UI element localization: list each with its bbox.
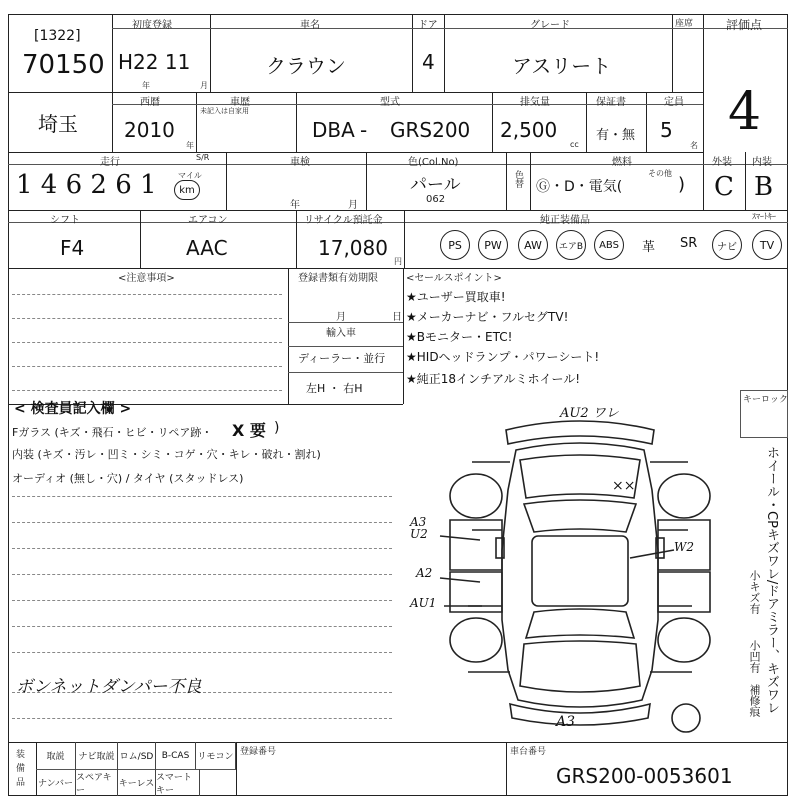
color-value: パール [410,175,461,195]
ac-label: エアコン [188,215,228,226]
doors-label: ドア [418,20,438,31]
inspector-line-3: オーディオ (無し・穴) / タイヤ (スタッドレス) [12,472,244,485]
footer-keyless: キーレス [118,769,156,796]
equip-tv: TV [752,230,782,260]
grade-value: アスリート [512,54,612,78]
sales-point-1: ★ユーザー買取車! [406,290,506,304]
mark-w2: W2 [674,540,694,554]
history-label: 車歴 [230,97,250,108]
doc-deadline-label: 登録書類有効期限 [298,273,378,284]
mark-a3-u2: A3 U2 [410,515,428,541]
mark-xx: ×× [612,478,636,494]
dealer-label: ディーラー・並行 [298,352,386,365]
car-diagram [420,400,740,740]
steering-label: 座席 [675,19,694,29]
mileage-value: 1 4 6 2 6 1 [16,170,157,200]
equip-airbag: エアB [556,230,586,260]
import-label: 輸入車 [326,328,356,339]
mark-au1: AU1 [410,596,437,610]
footer-manual: 取説 [36,742,76,769]
inspector-line-2: 内装 (キズ・汚レ・凹ミ・シミ・コゲ・穴・キレ・破れ・割れ) [12,448,321,461]
doc-day: 日 [392,312,402,323]
footer-rom-sd: ロム/SD [118,742,156,769]
footer-navi-manual: ナビ取説 [76,742,118,769]
side-note-4: 補修痕 [748,684,761,717]
sales-point-5: ★純正18インチアルミホイール! [406,372,581,386]
capacity-unit: 名 [690,141,698,150]
keylock-label: キーロック [743,395,788,405]
ac-value: AAC [186,236,228,260]
recycle-unit: 円 [394,257,402,266]
sales-label: <セールスポイント> [406,273,502,284]
type-model: GRS200 [390,118,471,142]
inspector-line-1-mark: X 要 [232,421,266,440]
equip-aw: AW [518,230,548,260]
color-label: 色(Col.No) [408,157,459,168]
grade-label: グレード [530,20,570,31]
inspector-title: < 検査員記入欄 > [14,401,132,417]
sales-point-3: ★Bモニター・ETC! [406,330,513,344]
inspection-label: 車検 [290,157,310,168]
warranty-value: 有・無 [596,128,636,143]
mile-label: マイル [178,171,202,180]
equip-pw: PW [478,230,508,260]
displacement-unit: cc [570,140,579,149]
inspector-line-1-close: ) [274,420,280,436]
type-prefix: DBA [312,118,355,142]
inspection-year: 年 [290,200,300,211]
mark-a2: A2 [416,566,433,580]
mark-au2-wa: AU2 ワレ [560,406,619,421]
capacity-value: 5 [660,118,673,142]
first-reg-value: H22 11 [118,50,191,74]
score-value: 4 [728,82,762,142]
sales-point-4: ★HIDヘッドランプ・パワーシート! [406,350,600,364]
footer-side-label: 装 備 品 [16,750,26,788]
caution-label: <注意事項> [118,273,175,284]
side-note-3: 小凹有 [748,640,761,673]
reg-number-label: 登録番号 [240,747,277,757]
model-year-value: 2010 [124,118,175,142]
location-value: 埼玉 [38,112,78,136]
equip-navi: ナビ [712,230,742,260]
exterior-label: 外装 [712,157,732,168]
inspector-line-1: Fガラス (キズ・飛石・ヒビ・リペア跡・ [12,426,213,439]
exterior-value: C [714,172,734,202]
fuel-close: ) [678,174,686,195]
footer-spare-key: スペアキー [76,769,118,796]
interior-value: B [754,172,774,202]
displacement-value: 2,500 [500,118,558,142]
model-year-label: 西暦 [140,97,160,108]
equip-leather: 革 [642,240,656,255]
footer-remote: リモコン [196,742,236,769]
mileage-label: 走行 [100,157,120,168]
equipment-label: 純正装備品 [540,215,590,226]
score-label: 評価点 [726,18,763,32]
equip-ps: PS [440,230,470,260]
shift-value: F4 [60,236,85,260]
capacity-label: 定員 [664,97,684,108]
handwritten-note: ボンネットダンパー不良 [16,677,202,697]
mark-a3-rear: A3 [556,714,576,730]
km-circle: km [174,180,200,200]
shift-label: シフト [50,215,80,226]
color-no: 062 [426,194,446,205]
fuel-other-label: その他 [648,169,672,178]
equip-sr: SR [680,236,698,251]
interior-label: 内装 [752,157,772,168]
first-reg-year-label: 年 [142,81,150,90]
displacement-label: 排気量 [520,97,550,108]
footer-bcas: B-CAS [156,742,196,769]
model-year-unit: 年 [186,141,194,150]
recycle-label: リサイクル預託金 [304,215,383,226]
chassis-label: 車台番号 [510,747,547,757]
chassis-number: GRS200-0053601 [556,764,733,788]
car-name-label: 車名 [300,20,320,31]
inspection-month: 月 [348,200,358,211]
side-note-2: 小キズ有 [748,570,761,614]
first-reg-label: 初度登録 [132,20,172,31]
doors-value: 4 [422,50,435,74]
fuel-value: Ⓖ・D・電気( [536,179,623,195]
handle-label: 左H ・ 右H [306,382,363,395]
type-dash: - [360,118,368,142]
sr-label: S/R [196,153,210,162]
footer-plate: ナンバー [36,769,76,796]
first-reg-month-label: 月 [200,81,208,90]
warranty-label: 保証書 [596,97,626,108]
lot-label: [1322] [34,28,81,44]
doc-month: 月 [336,312,346,323]
color-change-label: 色替 [513,170,523,188]
sales-point-2: ★メーカーナビ・フルセグTV! [406,310,569,324]
history-sub: 未記入は自家用 [200,107,249,115]
side-note: ホイール・CPキズワレ/ドアミラー、キズワレ [764,446,779,715]
equip-abs: ABS [594,230,624,260]
car-name: クラウン [266,54,346,78]
recycle-value: 17,080 [318,236,388,260]
footer-smart-key: スマートキー [156,769,200,796]
keyless-label: ｽﾏｰﾄｷｰ [752,212,776,221]
lot-number: 70150 [22,50,105,80]
type-label: 型式 [380,97,400,108]
fuel-label: 燃料 [612,157,632,168]
